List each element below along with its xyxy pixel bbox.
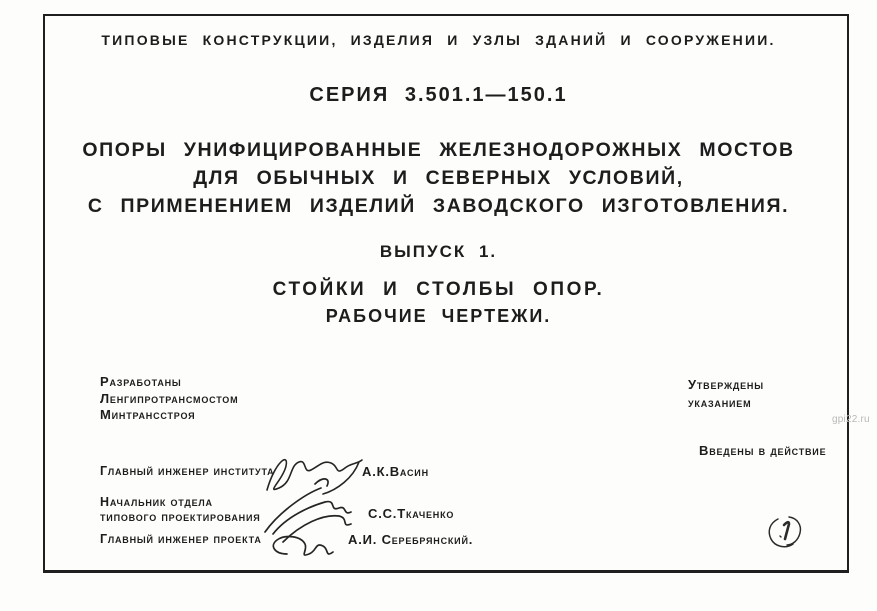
header-line: ТИПОВЫЕ КОНСТРУКЦИИ, ИЗДЕЛИЯ И УЗЛЫ ЗДАНИЙ И СООРУЖЕНИИ. — [101, 32, 776, 48]
developed-by-line-2: Ленгипротрансмостом — [100, 390, 239, 406]
developed-by-line-1: Разработаны — [100, 374, 182, 389]
signature-role-chief-project-engineer: Главный инженер проекта — [100, 532, 262, 546]
document-title — [0, 136, 877, 220]
watermark: gpi22.ru — [832, 414, 870, 425]
signature-name-vasin: А.К.Васин — [362, 464, 429, 479]
signature-name-serebryansky: А.И. Серебрянский. — [348, 532, 474, 547]
signature-name-tkachenko: С.С.Ткаченко — [368, 506, 455, 521]
subtitle-contents: СТОЙКИ И СТОЛБЫ ОПОР. — [272, 279, 605, 300]
developed-by-line-3: Минтрансстроя — [100, 407, 196, 422]
role-line-1: Начальник отдела — [100, 495, 213, 509]
signature-role-head-of-department — [100, 495, 260, 524]
title-line-3: С ПРИМЕНЕНИЕМ ИЗДЕЛИЙ ЗАВОДСКОГО ИЗГОТОВЛЕНИЯ. — [87, 195, 790, 217]
role-line-2: типового проектирования — [100, 509, 261, 524]
series-number: СЕРИЯ 3.501.1—150.1 — [309, 84, 568, 106]
approved-line-2: указанием — [688, 395, 752, 410]
subtitle-drawings: РАБОЧИЕ ЧЕРТЕЖИ. — [325, 306, 552, 326]
title-line-1: ОПОРЫ УНИФИЦИРОВАННЫЕ ЖЕЛЕЗНОДОРОЖНЫХ МОСТОВ — [82, 139, 795, 161]
approved-block — [688, 376, 764, 412]
issue-number: ВЫПУСК 1. — [379, 242, 498, 261]
handwritten-page-mark-icon — [762, 511, 810, 557]
handwritten-signatures-icon — [253, 450, 385, 564]
approved-line-1: Утверждены — [688, 377, 764, 392]
signature-role-chief-engineer-institute: Главный инженер института — [100, 464, 275, 478]
developed-by-block — [100, 374, 238, 424]
title-line-2: ДЛЯ ОБЫЧНЫХ И СЕВЕРНЫХ УСЛОВИЙ, — [193, 167, 684, 189]
effective-note: Введены в действие — [699, 443, 827, 458]
